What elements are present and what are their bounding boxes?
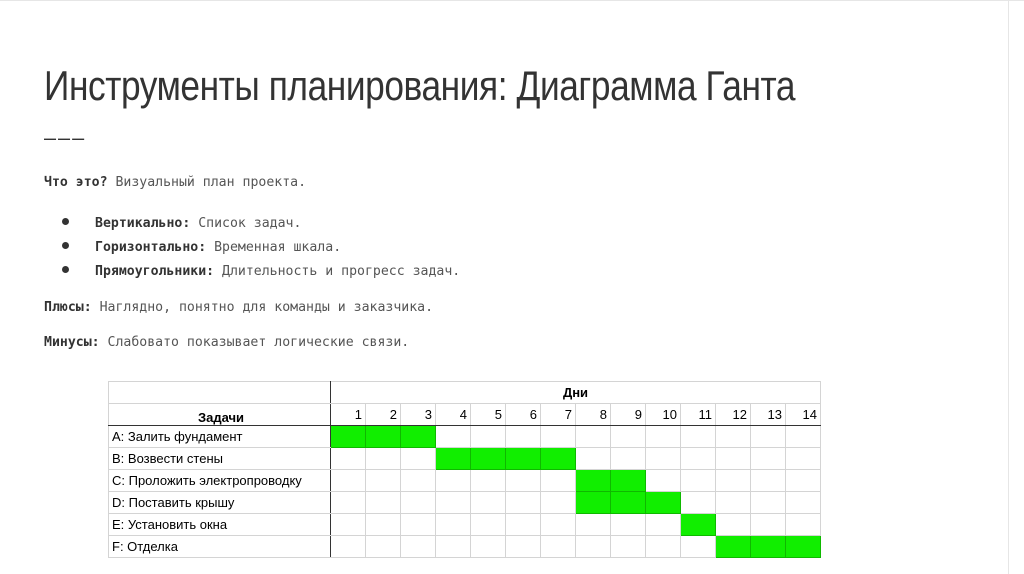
gantt-bar-cell: [436, 448, 471, 470]
gantt-empty-cell: [331, 470, 366, 492]
gantt-task-row: [109, 536, 821, 558]
gantt-bar-cell: [751, 536, 786, 558]
gantt-empty-cell: [576, 426, 611, 448]
gantt-empty-cell: [751, 426, 786, 448]
gantt-task-row: [109, 448, 821, 470]
day-number-cell: 13: [751, 404, 786, 426]
gantt-bar-cell: [611, 492, 646, 514]
slide-frame-right: [1008, 0, 1009, 574]
gantt-empty-cell: [716, 470, 751, 492]
gantt-empty-cell: [681, 470, 716, 492]
gantt-empty-cell: [751, 470, 786, 492]
bullet-dot-icon: [62, 266, 69, 273]
gantt-empty-cell: [646, 426, 681, 448]
gantt-bar-cell: [646, 492, 681, 514]
gantt-day-numbers-row: [109, 404, 821, 426]
gantt-empty-cell: [366, 514, 401, 536]
day-number-cell: 10: [646, 404, 681, 426]
day-number-cell: 5: [471, 404, 506, 426]
gantt-corner-cell: [109, 382, 331, 404]
task-label-cell: C: Проложить электропроводку: [109, 470, 331, 492]
gantt-empty-cell: [576, 536, 611, 558]
gantt-empty-cell: [401, 492, 436, 514]
gantt-empty-cell: [786, 448, 821, 470]
gantt-empty-cell: [576, 514, 611, 536]
gantt-empty-cell: [681, 536, 716, 558]
bullet-text: Временная шкала.: [206, 240, 342, 255]
cons-text: Слабовато показывает логические связи.: [99, 335, 410, 350]
gantt-empty-cell: [471, 492, 506, 514]
bullet-dot-icon: [62, 242, 69, 249]
gantt-bar-cell: [471, 448, 506, 470]
gantt-empty-cell: [751, 492, 786, 514]
task-label-cell: B: Возвести стены: [109, 448, 331, 470]
gantt-bar-cell: [716, 536, 751, 558]
what-line: [44, 175, 306, 190]
gantt-empty-cell: [471, 514, 506, 536]
gantt-empty-cell: [751, 448, 786, 470]
day-number-cell: 2: [366, 404, 401, 426]
gantt-task-row: [109, 514, 821, 536]
gantt-bar-cell: [576, 470, 611, 492]
cons-line: [44, 335, 409, 350]
gantt-empty-cell: [331, 514, 366, 536]
day-number-cell: 3: [401, 404, 436, 426]
gantt-empty-cell: [401, 536, 436, 558]
day-number-cell: 9: [611, 404, 646, 426]
gantt-task-row: [109, 426, 821, 448]
gantt-empty-cell: [716, 448, 751, 470]
gantt-empty-cell: [681, 448, 716, 470]
gantt-empty-cell: [541, 470, 576, 492]
slide-frame-top: [0, 0, 1024, 1]
task-label-cell: A: Залить фундамент: [109, 426, 331, 448]
gantt-empty-cell: [786, 492, 821, 514]
gantt-chart-table: [108, 381, 821, 558]
gantt-empty-cell: [366, 536, 401, 558]
gantt-bar-cell: [506, 448, 541, 470]
day-number-cell: 1: [331, 404, 366, 426]
bullet-item: [62, 212, 460, 236]
gantt-header-row: [109, 382, 821, 404]
gantt-empty-cell: [646, 536, 681, 558]
gantt-empty-cell: [541, 514, 576, 536]
what-text: Визуальный план проекта.: [107, 175, 307, 190]
gantt-empty-cell: [366, 470, 401, 492]
gantt-bar-cell: [331, 426, 366, 448]
gantt-empty-cell: [471, 536, 506, 558]
gantt-empty-cell: [541, 426, 576, 448]
day-number-cell: 12: [716, 404, 751, 426]
gantt-empty-cell: [541, 492, 576, 514]
task-label-cell: E: Установить окна: [109, 514, 331, 536]
gantt-empty-cell: [436, 536, 471, 558]
day-number-cell: 11: [681, 404, 716, 426]
days-header: Дни: [331, 382, 821, 404]
gantt-empty-cell: [576, 448, 611, 470]
gantt-empty-cell: [611, 514, 646, 536]
gantt-empty-cell: [681, 426, 716, 448]
day-number-cell: 4: [436, 404, 471, 426]
gantt-empty-cell: [436, 514, 471, 536]
gantt-empty-cell: [611, 426, 646, 448]
bullet-text: Список задач.: [190, 216, 302, 231]
gantt-empty-cell: [646, 514, 681, 536]
gantt-empty-cell: [751, 514, 786, 536]
gantt-bar-cell: [541, 448, 576, 470]
pros-line: [44, 300, 433, 315]
bullet-item: [62, 260, 460, 284]
gantt-empty-cell: [401, 448, 436, 470]
day-number-cell: 8: [576, 404, 611, 426]
bullet-label: Прямоугольники:: [95, 264, 215, 279]
gantt-empty-cell: [716, 492, 751, 514]
gantt-empty-cell: [331, 492, 366, 514]
pros-text: Наглядно, понятно для команды и заказчика.: [91, 300, 434, 315]
gantt-empty-cell: [506, 470, 541, 492]
gantt-empty-cell: [716, 514, 751, 536]
gantt-empty-cell: [331, 448, 366, 470]
gantt-task-row: [109, 470, 821, 492]
gantt-empty-cell: [506, 514, 541, 536]
title-divider: ———: [44, 126, 87, 150]
bullet-dot-icon: [62, 218, 69, 225]
gantt-empty-cell: [331, 536, 366, 558]
gantt-empty-cell: [646, 448, 681, 470]
slide-title: Инструменты планирования: Диаграмма Ганта: [44, 62, 796, 109]
gantt-empty-cell: [681, 492, 716, 514]
gantt-empty-cell: [786, 470, 821, 492]
gantt-empty-cell: [401, 470, 436, 492]
gantt-bar-cell: [681, 514, 716, 536]
gantt-empty-cell: [506, 426, 541, 448]
gantt-bar-cell: [401, 426, 436, 448]
pros-label: Плюсы:: [44, 300, 92, 315]
gantt-empty-cell: [786, 426, 821, 448]
gantt-empty-cell: [366, 448, 401, 470]
gantt-empty-cell: [506, 536, 541, 558]
gantt-empty-cell: [506, 492, 541, 514]
gantt-empty-cell: [786, 514, 821, 536]
task-label-cell: D: Поставить крышу: [109, 492, 331, 514]
gantt-empty-cell: [436, 470, 471, 492]
bullet-item: [62, 236, 460, 260]
gantt-bar-cell: [366, 426, 401, 448]
gantt-empty-cell: [611, 448, 646, 470]
bullet-label: Вертикально:: [95, 216, 191, 231]
gantt-empty-cell: [541, 536, 576, 558]
tasks-header: Задачи: [109, 404, 331, 426]
cons-label: Минусы:: [44, 335, 100, 350]
gantt-empty-cell: [436, 492, 471, 514]
gantt-task-row: [109, 492, 821, 514]
gantt-bar-cell: [611, 470, 646, 492]
day-number-cell: 6: [506, 404, 541, 426]
gantt-bar-cell: [786, 536, 821, 558]
gantt-empty-cell: [611, 536, 646, 558]
gantt-empty-cell: [646, 470, 681, 492]
gantt-empty-cell: [716, 426, 751, 448]
bullet-text: Длительность и прогресс задач.: [214, 264, 461, 279]
day-number-cell: 7: [541, 404, 576, 426]
day-number-cell: 14: [786, 404, 821, 426]
bullet-list: [62, 212, 460, 284]
gantt-empty-cell: [436, 426, 471, 448]
gantt-empty-cell: [471, 426, 506, 448]
gantt-bar-cell: [576, 492, 611, 514]
gantt-empty-cell: [366, 492, 401, 514]
task-label-cell: F: Отделка: [109, 536, 331, 558]
gantt-empty-cell: [471, 470, 506, 492]
bullet-label: Горизонтально:: [95, 240, 207, 255]
what-label: Что это?: [44, 175, 108, 190]
gantt-empty-cell: [401, 514, 436, 536]
